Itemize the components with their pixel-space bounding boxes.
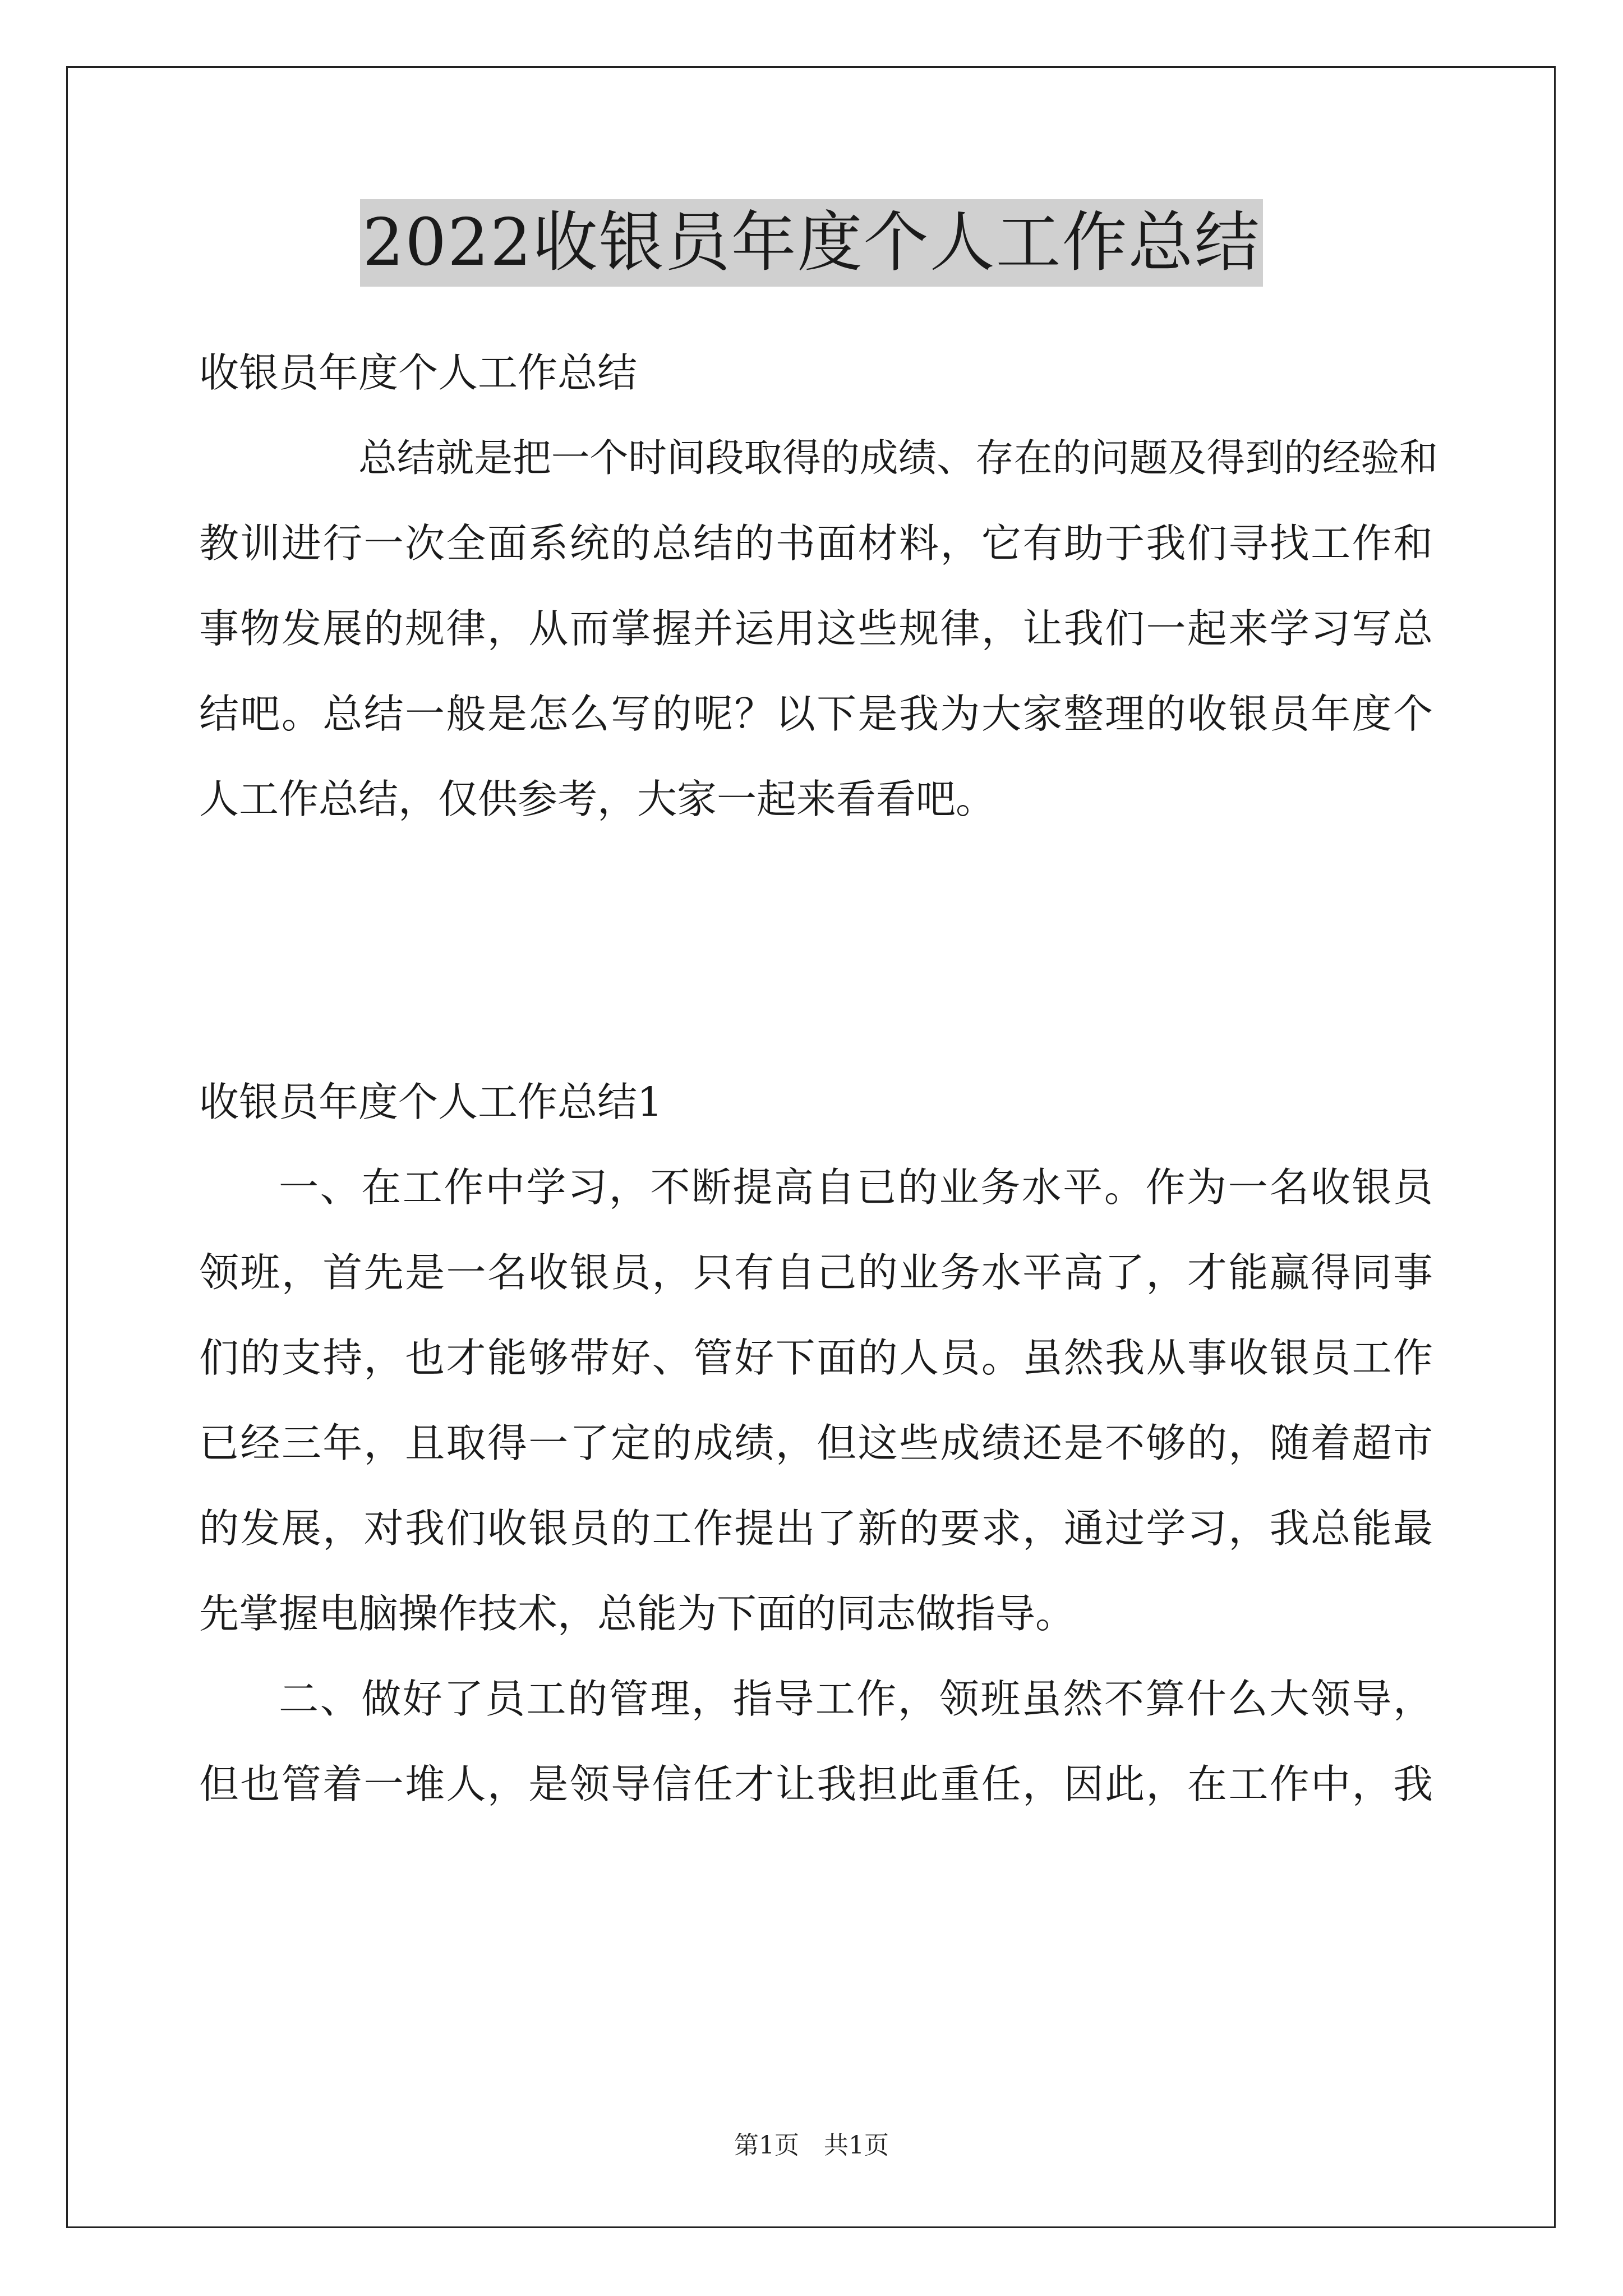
intro-line-4: 结吧。总结一般是怎么写的呢？以下是我为大家整理的收银员年度个 [199,691,1435,737]
page-number-footer: 第1页 共1页 [734,2131,889,2160]
para2-line-2: 但也管着一堆人，是领导信任才让我担此重任，因此，在工作中，我 [199,1761,1435,1807]
para2-line-1: 二、做好了员工的管理，指导工作，领班虽然不算什么大领导， [279,1676,1435,1722]
document-subtitle: 收银员年度个人工作总结 [199,349,638,396]
para1-line-4: 已经三年，且取得一了定的成绩，但这些成绩还是不够的，随着超市 [199,1420,1435,1466]
intro-line-3: 事物发展的规律，从而掌握并运用这些规律，让我们一起来学习写总 [199,605,1435,652]
para1-line-3: 们的支持，也才能够带好、管好下面的人员。虽然我从事收银员工作 [199,1335,1435,1381]
intro-line-5: 人工作总结，仅供参考，大家一起来看看吧。 [199,776,996,822]
para1-line-1: 一、在工作中学习，不断提高自已的业务水平。作为一名收银员 [279,1164,1435,1211]
document-title: 2022收银员年度个人工作总结 [360,199,1262,287]
intro-line-1: 总结就是把一个时间段取得的成绩、存在的问题及得到的经验和 [358,436,1438,481]
para1-line-6: 先掌握电脑操作技术，总能为下面的同志做指导。 [199,1590,1076,1637]
para1-line-5: 的发展，对我们收银员的工作提出了新的要求，通过学习，我总能最 [199,1505,1435,1552]
title-block [0,199,1623,287]
para1-line-2: 领班，首先是一名收银员，只有自己的业务水平高了，才能赢得同事 [199,1249,1435,1296]
section-heading: 收银员年度个人工作总结1 [199,1079,663,1125]
intro-line-2: 教训进行一次全面系统的总结的书面材料，它有助于我们寻找工作和 [199,520,1435,567]
